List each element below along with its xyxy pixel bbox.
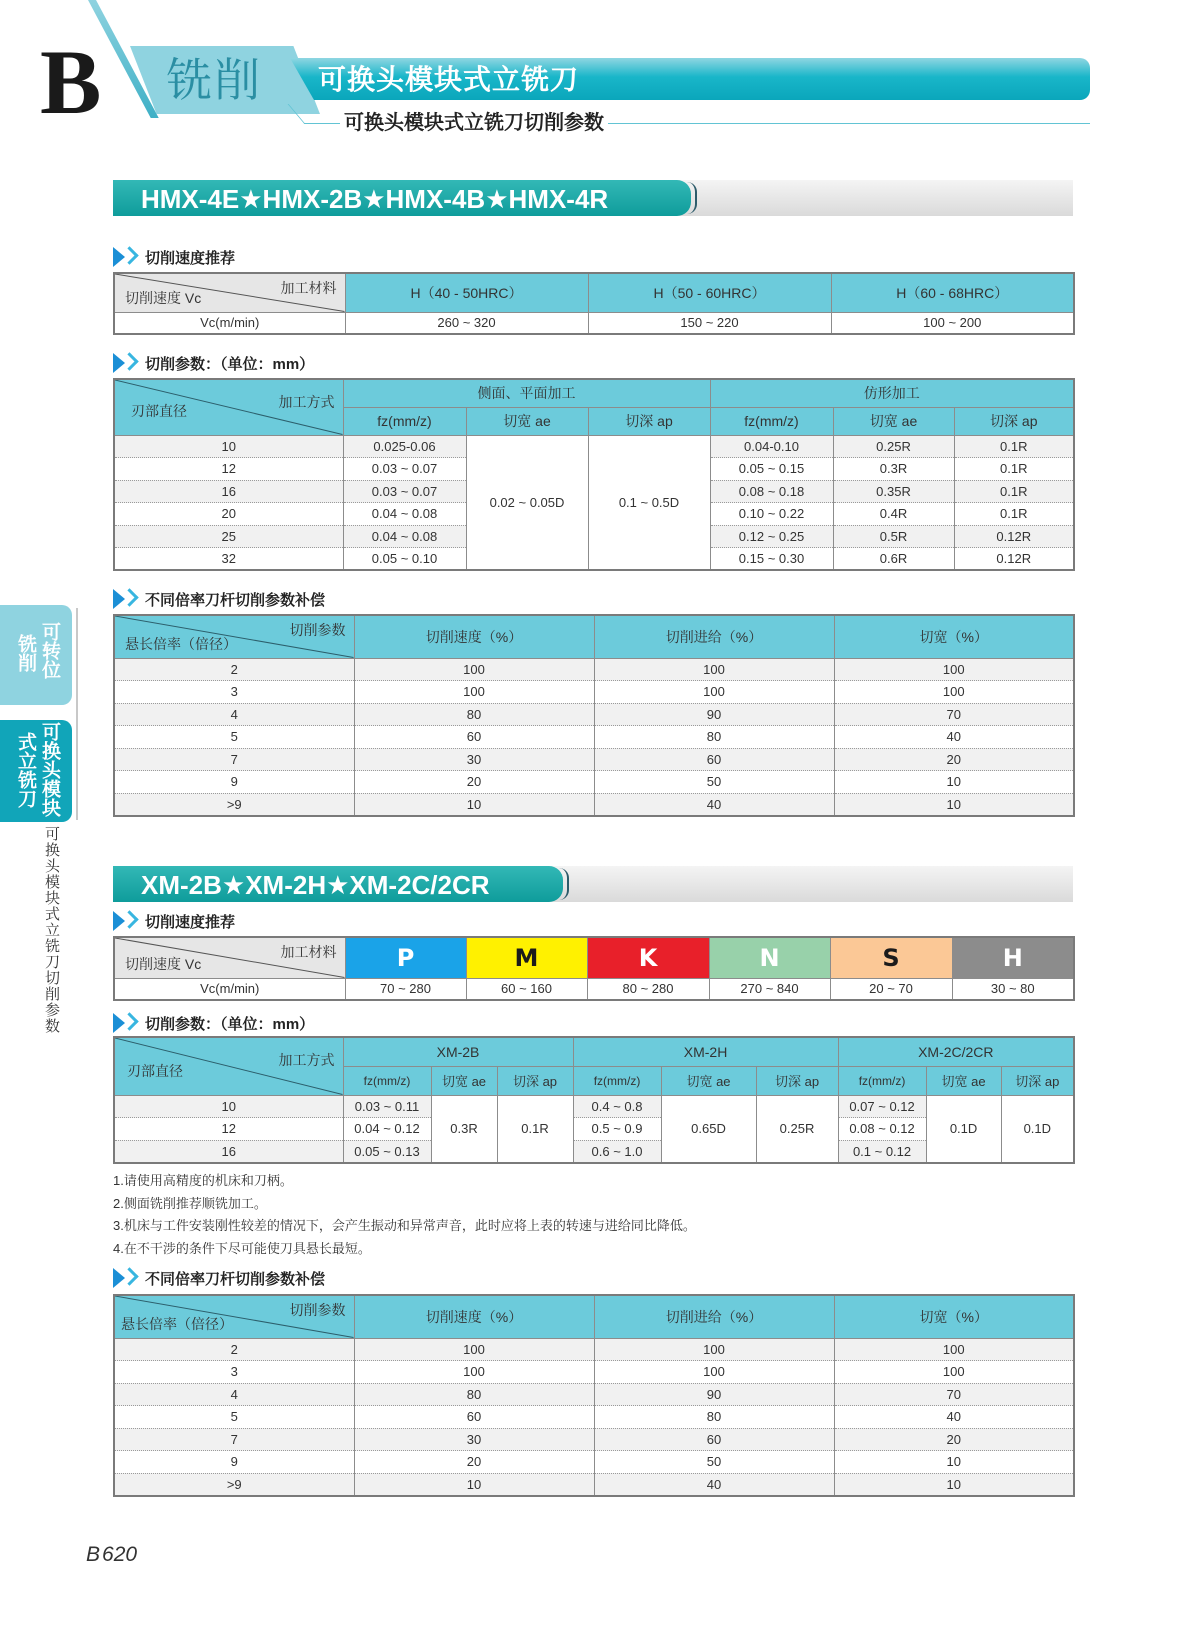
value-cell: 90 xyxy=(594,1383,834,1406)
side-tab-indexable-line1: 可转位 xyxy=(39,622,60,679)
table-row xyxy=(114,1383,1074,1406)
value-cell: 60 xyxy=(354,726,594,749)
value-cell: 30 xyxy=(354,1428,594,1451)
material-code: H xyxy=(1002,943,1023,972)
value-cell: 50 xyxy=(594,771,834,794)
series1-banner-teal xyxy=(113,180,691,216)
sub-header: 切深 ap xyxy=(497,1066,573,1095)
speed-corner-cell xyxy=(114,273,345,312)
speed-value: 20 ~ 70 xyxy=(830,978,952,1000)
column-header: H（50 - 60HRC） xyxy=(588,273,831,312)
side-tab-modular-line2: 式立铣刀 xyxy=(15,732,36,808)
series1-speed-table xyxy=(113,272,1075,335)
profile-ae-cell: 0.5R xyxy=(833,525,954,548)
value-cell: 90 xyxy=(594,703,834,726)
value-cell: 10 xyxy=(354,1473,594,1496)
material-h-header xyxy=(952,937,1074,978)
column-header: 切宽（%） xyxy=(834,1295,1074,1338)
value-cell: 30 xyxy=(354,748,594,771)
ratio-cell: 5 xyxy=(114,1406,354,1429)
ratio-cell: >9 xyxy=(114,1473,354,1496)
section-heading-text: 切削速度推荐 xyxy=(145,249,236,267)
fz-cell: 0.03 ~ 0.07 xyxy=(343,480,466,503)
value-cell: 40 xyxy=(834,1406,1074,1429)
value-cell: 100 xyxy=(834,1338,1074,1361)
table-row xyxy=(114,681,1074,704)
params-corner-cell xyxy=(114,1037,343,1095)
diameter-cell: 16 xyxy=(114,1140,343,1163)
speed-value: 150 ~ 220 xyxy=(588,312,831,334)
series1-params-table xyxy=(113,378,1075,571)
material-code: M xyxy=(514,943,539,972)
material-code: P xyxy=(396,943,415,972)
profile-ae-cell: 0.25R xyxy=(833,435,954,458)
side-tab-modular-endmill[interactable] xyxy=(0,720,72,822)
section-heading-text: 切削参数：（单位：mm） xyxy=(145,355,315,373)
chapter-letter: B xyxy=(40,31,102,133)
series1-speed-heading xyxy=(113,246,235,268)
page-number xyxy=(86,1543,137,1567)
material-code: N xyxy=(759,943,780,972)
speed-corner-cell xyxy=(114,937,345,978)
profile-ap-cell: 0.1R xyxy=(954,435,1074,458)
side-divider xyxy=(76,608,78,820)
value-cell: 100 xyxy=(834,681,1074,704)
diameter-cell: 25 xyxy=(114,525,343,548)
corner-bottom-label: 切削速度 Vc xyxy=(125,955,202,972)
ratio-cell: 4 xyxy=(114,703,354,726)
column-header: 切削速度（%） xyxy=(354,1295,594,1338)
speed-value: 270 ~ 840 xyxy=(709,978,830,1000)
chapter-name: 铣削 xyxy=(166,54,262,106)
fz-cell: 0.05 ~ 0.13 xyxy=(343,1140,431,1163)
table-row xyxy=(114,1095,1074,1118)
params-corner-cell xyxy=(114,379,343,435)
corner-top-label: 加工材料 xyxy=(280,944,337,960)
ae-cell: 0.3R xyxy=(431,1095,497,1163)
table-row xyxy=(114,658,1074,681)
profile-ae-cell: 0.35R xyxy=(833,480,954,503)
profile-ae-cell: 0.6R xyxy=(833,548,954,571)
profile-fz-cell: 0.05 ~ 0.15 xyxy=(710,458,833,481)
sub-header: 切深 ap xyxy=(756,1066,838,1095)
diameter-cell: 32 xyxy=(114,548,343,571)
fz-cell: 0.04 ~ 0.08 xyxy=(343,525,466,548)
section-heading-text: 不同倍率刀杆切削参数补偿 xyxy=(145,591,326,609)
profile-ap-cell: 0.1R xyxy=(954,480,1074,503)
series2-speed-table xyxy=(113,936,1075,1001)
ratio-cell: 7 xyxy=(114,748,354,771)
section-heading-text: 切削速度推荐 xyxy=(145,913,236,931)
row-label: Vc(m/min) xyxy=(114,312,345,334)
diameter-cell: 12 xyxy=(114,458,343,481)
sub-header: fz(mm/z) xyxy=(343,407,466,435)
value-cell: 40 xyxy=(834,726,1074,749)
ae-cell: 0.65D xyxy=(661,1095,756,1163)
sub-header: 切宽 ae xyxy=(431,1066,497,1095)
side-tab-modular-line1: 可换头模块 xyxy=(39,722,60,817)
page-prefix: B xyxy=(86,1543,101,1566)
diameter-cell: 12 xyxy=(114,1118,343,1141)
corner-bottom-label: 刃部直径 xyxy=(131,402,187,419)
material-s-header xyxy=(830,937,952,978)
series2-banner-teal xyxy=(113,866,563,902)
table-row xyxy=(114,726,1074,749)
value-cell: 100 xyxy=(354,681,594,704)
comp-corner-cell xyxy=(114,615,354,658)
value-cell: 60 xyxy=(594,748,834,771)
material-k-header xyxy=(587,937,709,978)
table-row xyxy=(114,1361,1074,1384)
value-cell: 100 xyxy=(594,658,834,681)
table-row xyxy=(114,1451,1074,1474)
side-current-section: 可换头模块式立铣刀切削参数 xyxy=(43,826,60,1034)
table-row xyxy=(114,771,1074,794)
speed-value: 30 ~ 80 xyxy=(952,978,1074,1000)
series2-comp-heading xyxy=(113,1267,325,1289)
group-header: XM-2H xyxy=(573,1037,838,1066)
corner-bottom-label: 悬长倍率（倍径） xyxy=(121,1315,233,1332)
ratio-cell: 3 xyxy=(114,1361,354,1384)
double-chevron-icon xyxy=(113,1013,141,1033)
ratio-cell: 9 xyxy=(114,1451,354,1474)
ap-cell: 0.25R xyxy=(756,1095,838,1163)
table-row xyxy=(114,1406,1074,1429)
speed-value: 260 ~ 320 xyxy=(345,312,588,334)
sub-header: 切宽 ae xyxy=(926,1066,1001,1095)
fz-cell: 0.07 ~ 0.12 xyxy=(838,1095,926,1118)
page-number-value: 620 xyxy=(102,1543,138,1566)
series2-params-heading xyxy=(113,1012,314,1034)
value-cell: 80 xyxy=(594,726,834,749)
series2-banner xyxy=(113,866,1073,902)
diameter-cell: 20 xyxy=(114,503,343,526)
column-header: 切削进给（%） xyxy=(594,615,834,658)
fz-cell: 0.025-0.06 xyxy=(343,435,466,458)
side-tab-indexable-milling[interactable] xyxy=(0,605,72,705)
page-title: 可换头模块式立铣刀 xyxy=(318,64,580,95)
ap-cell: 0.1R xyxy=(497,1095,573,1163)
corner-top-label: 加工方式 xyxy=(278,1052,335,1068)
material-m-header xyxy=(466,937,587,978)
value-cell: 10 xyxy=(834,1451,1074,1474)
corner-top-label: 加工材料 xyxy=(280,280,337,296)
series1-banner-title: HMX-4E★HMX-2B★HMX-4B★HMX-4R xyxy=(141,184,609,214)
profile-ap-cell: 0.12R xyxy=(954,525,1074,548)
fz-cell: 0.03 ~ 0.07 xyxy=(343,458,466,481)
material-p-header xyxy=(345,937,466,978)
table-row xyxy=(114,1338,1074,1361)
speed-value: 100 ~ 200 xyxy=(831,312,1074,334)
profile-ae-cell: 0.4R xyxy=(833,503,954,526)
side-ap-cell: 0.1 ~ 0.5D xyxy=(588,435,710,570)
group-header: XM-2C/2CR xyxy=(838,1037,1074,1066)
value-cell: 20 xyxy=(354,771,594,794)
fz-cell: 0.05 ~ 0.10 xyxy=(343,548,466,571)
sub-header: fz(mm/z) xyxy=(343,1066,431,1095)
material-code: K xyxy=(638,943,658,972)
fz-cell: 0.04 ~ 0.08 xyxy=(343,503,466,526)
ratio-cell: 4 xyxy=(114,1383,354,1406)
value-cell: 100 xyxy=(594,1361,834,1384)
profile-fz-cell: 0.12 ~ 0.25 xyxy=(710,525,833,548)
material-n-header xyxy=(709,937,830,978)
table-row xyxy=(114,1473,1074,1496)
fz-cell: 0.5 ~ 0.9 xyxy=(573,1118,661,1141)
sub-header: 切深 ap xyxy=(588,407,710,435)
diameter-cell: 16 xyxy=(114,480,343,503)
corner-bottom-label: 切削速度 Vc xyxy=(125,289,202,306)
value-cell: 50 xyxy=(594,1451,834,1474)
speed-value: 70 ~ 280 xyxy=(345,978,466,1000)
corner-top-label: 切削参数 xyxy=(289,622,346,638)
ratio-cell: 3 xyxy=(114,681,354,704)
value-cell: 20 xyxy=(354,1451,594,1474)
series1-comp-heading xyxy=(113,588,325,610)
table-row xyxy=(114,703,1074,726)
diameter-cell: 10 xyxy=(114,435,343,458)
ae-cell: 0.1D xyxy=(926,1095,1001,1163)
value-cell: 10 xyxy=(834,771,1074,794)
profile-ae-cell: 0.3R xyxy=(833,458,954,481)
value-cell: 70 xyxy=(834,703,1074,726)
value-cell: 100 xyxy=(354,658,594,681)
ratio-cell: >9 xyxy=(114,793,354,816)
note-item: 3.机床与工件安装刚性较差的情况下，会产生振动和异常声音，此时应将上表的转速与进给同比降低。 xyxy=(113,1218,696,1233)
series2-speed-heading xyxy=(113,910,235,932)
speed-value: 60 ~ 160 xyxy=(466,978,587,1000)
ap-cell: 0.1D xyxy=(1001,1095,1074,1163)
subtitle-tick xyxy=(288,104,329,124)
fz-cell: 0.04 ~ 0.12 xyxy=(343,1118,431,1141)
sub-header: 切深 ap xyxy=(954,407,1074,435)
note-item: 4.在不干涉的条件下尽可能使刀具悬长最短。 xyxy=(113,1240,371,1256)
comp-corner-cell xyxy=(114,1295,354,1338)
ratio-cell: 2 xyxy=(114,1338,354,1361)
sub-header: fz(mm/z) xyxy=(573,1066,661,1095)
double-chevron-icon xyxy=(113,589,141,609)
profile-ap-cell: 0.12R xyxy=(954,548,1074,571)
page-subtitle: 可换头模块式立铣刀切削参数 xyxy=(340,110,608,136)
fz-cell: 0.6 ~ 1.0 xyxy=(573,1140,661,1163)
section-heading-text: 切削参数：（单位：mm） xyxy=(145,1015,315,1033)
series2-banner-title: XM-2B★XM-2H★XM-2C/2CR xyxy=(141,870,490,900)
value-cell: 100 xyxy=(594,1338,834,1361)
value-cell: 10 xyxy=(834,1473,1074,1496)
note-item: 2.侧面铣削推荐顺铣加工。 xyxy=(113,1195,267,1211)
double-chevron-icon xyxy=(113,247,141,267)
table-row xyxy=(114,1428,1074,1451)
profile-fz-cell: 0.15 ~ 0.30 xyxy=(710,548,833,571)
group-header: 仿形加工 xyxy=(710,379,1074,407)
value-cell: 10 xyxy=(354,793,594,816)
series2-params-table xyxy=(113,1036,1075,1164)
diameter-cell: 10 xyxy=(114,1095,343,1118)
group-header: 侧面、平面加工 xyxy=(343,379,710,407)
sub-header: fz(mm/z) xyxy=(838,1066,926,1095)
profile-fz-cell: 0.04-0.10 xyxy=(710,435,833,458)
value-cell: 80 xyxy=(594,1406,834,1429)
sub-header: 切宽 ae xyxy=(661,1066,756,1095)
corner-bottom-label: 悬长倍率（倍径） xyxy=(125,635,237,652)
series1-comp-table xyxy=(113,614,1075,817)
side-ae-cell: 0.02 ~ 0.05D xyxy=(466,435,588,570)
table-row xyxy=(114,793,1074,816)
fz-cell: 0.1 ~ 0.12 xyxy=(838,1140,926,1163)
sub-header: 切深 ap xyxy=(1001,1066,1074,1095)
column-header: 切削进给（%） xyxy=(594,1295,834,1338)
series1-params-heading xyxy=(113,352,314,374)
sub-header: fz(mm/z) xyxy=(710,407,833,435)
section-heading-text: 不同倍率刀杆切削参数补偿 xyxy=(145,1270,326,1288)
ratio-cell: 7 xyxy=(114,1428,354,1451)
corner-bottom-label: 刃部直径 xyxy=(127,1062,183,1079)
corner-top-label: 加工方式 xyxy=(278,394,335,410)
value-cell: 80 xyxy=(354,1383,594,1406)
sub-header: 切宽 ae xyxy=(466,407,588,435)
value-cell: 10 xyxy=(834,793,1074,816)
group-header: XM-2B xyxy=(343,1037,573,1066)
value-cell: 100 xyxy=(834,1361,1074,1384)
usage-notes xyxy=(113,1170,696,1260)
corner-top-label: 切削参数 xyxy=(289,1302,346,1318)
profile-fz-cell: 0.10 ~ 0.22 xyxy=(710,503,833,526)
series1-banner xyxy=(113,180,1073,216)
ratio-cell: 5 xyxy=(114,726,354,749)
table-row xyxy=(114,435,1074,458)
ratio-cell: 2 xyxy=(114,658,354,681)
speed-value: 80 ~ 280 xyxy=(587,978,709,1000)
row-label: Vc(m/min) xyxy=(114,978,345,1000)
value-cell: 100 xyxy=(354,1361,594,1384)
sub-header: 切宽 ae xyxy=(833,407,954,435)
profile-fz-cell: 0.08 ~ 0.18 xyxy=(710,480,833,503)
value-cell: 40 xyxy=(594,793,834,816)
value-cell: 100 xyxy=(834,658,1074,681)
value-cell: 70 xyxy=(834,1383,1074,1406)
fz-cell: 0.08 ~ 0.12 xyxy=(838,1118,926,1141)
double-chevron-icon xyxy=(113,911,141,931)
column-header: H（60 - 68HRC） xyxy=(831,273,1074,312)
value-cell: 100 xyxy=(354,1338,594,1361)
profile-ap-cell: 0.1R xyxy=(954,458,1074,481)
column-header: H（40 - 50HRC） xyxy=(345,273,588,312)
profile-ap-cell: 0.1R xyxy=(954,503,1074,526)
value-cell: 100 xyxy=(594,681,834,704)
note-item: 1.请使用高精度的机床和刀柄。 xyxy=(113,1173,293,1188)
material-code: S xyxy=(882,943,900,972)
value-cell: 60 xyxy=(354,1406,594,1429)
series2-comp-table xyxy=(113,1294,1075,1497)
column-header: 切削速度（%） xyxy=(354,615,594,658)
fz-cell: 0.4 ~ 0.8 xyxy=(573,1095,661,1118)
double-chevron-icon xyxy=(113,353,141,373)
value-cell: 60 xyxy=(594,1428,834,1451)
ratio-cell: 9 xyxy=(114,771,354,794)
value-cell: 40 xyxy=(594,1473,834,1496)
double-chevron-icon xyxy=(113,1268,141,1288)
value-cell: 80 xyxy=(354,703,594,726)
value-cell: 20 xyxy=(834,748,1074,771)
table-row xyxy=(114,748,1074,771)
side-tab-indexable-line2: 铣削 xyxy=(15,634,36,672)
value-cell: 20 xyxy=(834,1428,1074,1451)
fz-cell: 0.03 ~ 0.11 xyxy=(343,1095,431,1118)
column-header: 切宽（%） xyxy=(834,615,1074,658)
